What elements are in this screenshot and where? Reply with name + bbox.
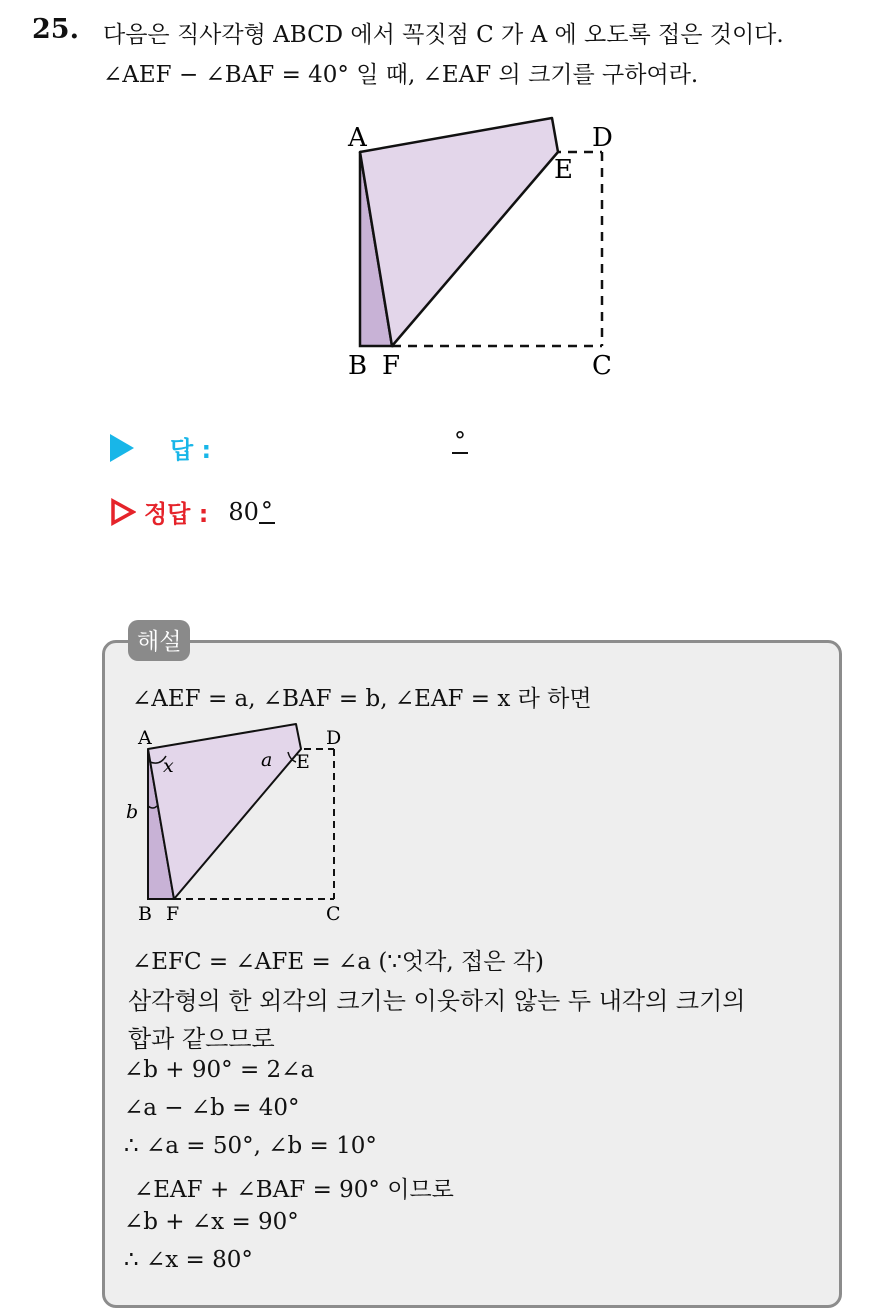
- question-text-line1: 다음은 직사각형 ABCD 에서 꼭짓점 C 가 A 에 오도록 접은 것이다.: [103, 22, 784, 48]
- solution-line-8: ∠b + ∠x = 90°: [124, 1209, 299, 1235]
- outline-arrow-icon: [110, 498, 136, 526]
- solution-folded-region: [148, 724, 301, 899]
- solution-line-1: ∠EFC = ∠AFE = ∠a (∵엇각, 접은 각): [132, 949, 544, 975]
- sol-label-d: D: [326, 727, 342, 749]
- solution-intro: ∠AEF = a, ∠BAF = b, ∠EAF = x 라 하면: [132, 686, 592, 712]
- correct-answer-row: [110, 494, 275, 529]
- solution-line-4: ∠b + 90° = 2∠a: [124, 1057, 315, 1083]
- answer-row: [110, 430, 211, 465]
- correct-answer-label: 정답 :: [144, 500, 209, 528]
- solution-tab: 해설: [128, 620, 190, 661]
- folded-rectangle-figure: [340, 112, 640, 382]
- answer-blank-unit[interactable]: °: [454, 427, 466, 455]
- play-arrow-icon: [110, 434, 134, 462]
- sol-label-b: B: [138, 903, 152, 925]
- sol-label-f: F: [166, 903, 180, 925]
- label-a: A: [348, 123, 367, 153]
- solution-line-7: ∠EAF + ∠BAF = 90° 이므로: [134, 1177, 454, 1203]
- sol-label-a-angle: a: [261, 749, 273, 771]
- correct-answer-value: 80: [228, 497, 259, 526]
- sol-label-a: A: [138, 727, 152, 749]
- solution-line-9: ∴ ∠x = 80°: [124, 1247, 253, 1273]
- label-c: C: [592, 351, 612, 381]
- sol-label-e: E: [296, 751, 310, 773]
- sol-label-c: C: [326, 903, 341, 925]
- solution-line-5: ∠a − ∠b = 40°: [124, 1095, 300, 1121]
- correct-answer-unit: °: [260, 496, 273, 525]
- label-e: E: [554, 155, 573, 185]
- label-d: D: [592, 123, 613, 153]
- label-b: B: [348, 351, 368, 381]
- question-number: 25.: [32, 14, 79, 45]
- solution-figure: [120, 722, 360, 927]
- label-f: F: [382, 351, 401, 381]
- answer-label: 답 :: [170, 436, 212, 464]
- solution-line-2: 삼각형의 한 외각의 크기는 이웃하지 않는 두 내각의 크기의: [128, 987, 746, 1015]
- sol-label-b-angle: b: [126, 801, 139, 823]
- sol-label-x: x: [163, 755, 174, 777]
- question-text-line2: ∠AEF − ∠BAF = 40° 일 때, ∠EAF 의 크기를 구하여라.: [103, 62, 699, 88]
- solution-line-3: 합과 같으므로: [128, 1025, 275, 1053]
- solution-line-6: ∴ ∠a = 50°, ∠b = 10°: [124, 1133, 377, 1159]
- folded-region: [360, 118, 558, 346]
